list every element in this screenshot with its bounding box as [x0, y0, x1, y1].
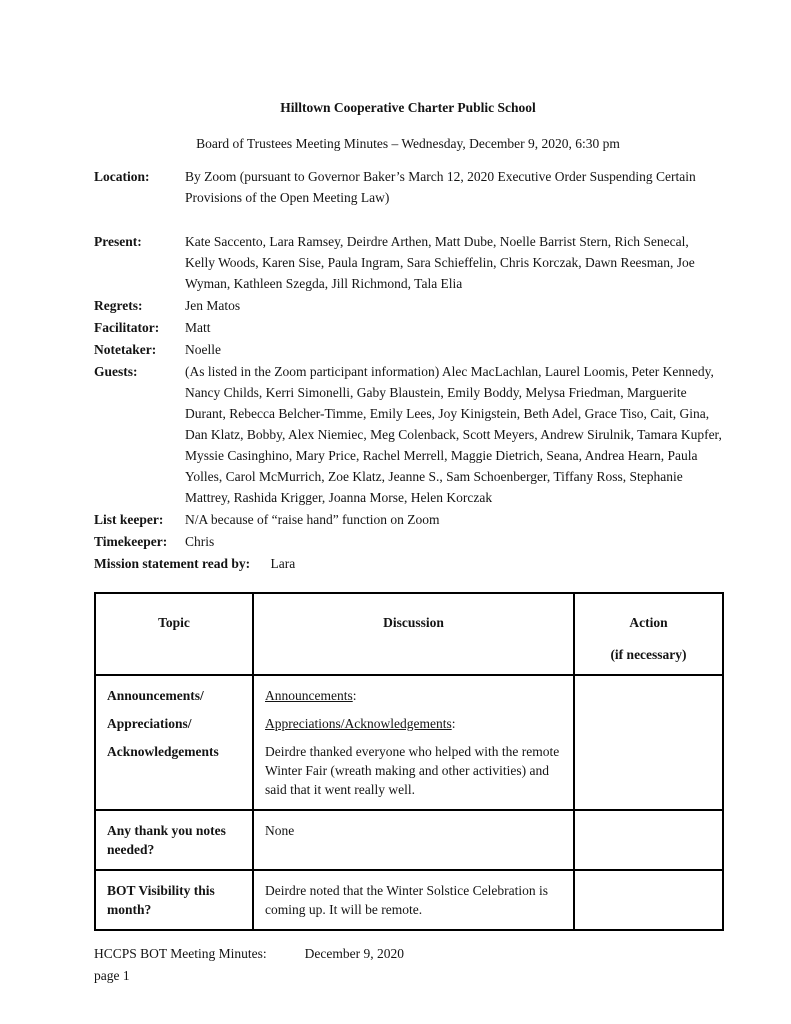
- topic-line: Announcements/: [107, 688, 204, 703]
- doc-title: Hilltown Cooperative Charter Public School: [280, 100, 536, 115]
- field-timekeeper: [94, 531, 722, 552]
- field-timekeeper-label: Timekeeper:: [94, 534, 168, 549]
- field-guests: [94, 361, 722, 508]
- topic-line: Appreciations/: [107, 716, 192, 731]
- meta-fields: [94, 166, 722, 575]
- table-row-announcements: [95, 675, 723, 810]
- topic-line: Any thank you notes needed?: [107, 823, 226, 857]
- action-cell: [574, 870, 723, 930]
- footer-line1: [94, 943, 722, 965]
- discussion-text: Deirdre thanked everyone who helped with the remote Winter Fair (wreath making and other activities) and said that it went really well.: [265, 744, 560, 797]
- field-facilitator: [94, 317, 722, 338]
- field-notetaker: [94, 339, 722, 360]
- col-header-discussion-label: Discussion: [383, 615, 444, 630]
- discussion-text: Deirdre noted that the Winter Solstice Celebration is coming up. It will be remote.: [265, 883, 549, 917]
- topic-cell: [95, 675, 253, 810]
- footer-title: HCCPS BOT Meeting Minutes:: [94, 946, 267, 961]
- discussion-text: None: [265, 823, 295, 838]
- field-timekeeper-value: Chris: [185, 534, 215, 549]
- field-mission-statement-value: Lara: [270, 556, 296, 571]
- minutes-table: [94, 592, 724, 931]
- field-location-label: Location:: [94, 169, 150, 184]
- field-notetaker-label: Notetaker:: [94, 342, 157, 357]
- field-regrets: [94, 295, 722, 316]
- topic-line: Acknowledgements: [107, 744, 219, 759]
- col-header-topic-label: Topic: [158, 615, 190, 630]
- field-facilitator-value: Matt: [185, 320, 211, 335]
- discussion-cell: [253, 810, 574, 870]
- table-row-thank-you-notes: [95, 810, 723, 870]
- field-guests-label: Guests:: [94, 364, 138, 379]
- field-present: [94, 231, 722, 294]
- field-present-value: Kate Saccento, Lara Ramsey, Deirdre Arthen, Matt Dube, Noelle Barrist Stern, Rich Senecal, Kelly Woods, Karen Sise, Paula Ingram, Sara Schieffelin, Chris Korczak, Dawn Reesman, Joe Wyman, Kathleen Szegda, Jill Richmond, Tala Elia: [185, 234, 695, 291]
- col-header-action-line1: Action: [629, 615, 668, 630]
- footer-date: December 9, 2020: [304, 946, 404, 961]
- field-facilitator-label: Facilitator:: [94, 320, 160, 335]
- topic-line: BOT Visibility this month?: [107, 883, 215, 917]
- field-guests-value: (As listed in the Zoom participant information) Alec MacLachlan, Laurel Loomis, Peter Kennedy, Nancy Childs, Kerri Simonelli, Gaby Blaustein, Emily Boddy, Melysa Friedman, Marguerite Durant, Rebecca Belcher-Timme, Emily Lees, Joy Kinigstein, Beth Adel, Grace Tiso, Cait, Gina, Dan Klatz, Bobby, Alex Niemiec, Meg Colenback, Scott Meyers, Andrew Sirulnik, Tamara Kupfer, Myssie Casinghino, Mary Price, Rachel Merrell, Maggie Dietrich, Seana, Andrea Hearn, Paula Yolles, Carol McMurrich, Zoe Klatz, Jeanne S., Sam Schoenberger, Tiffany Ross, Stephanie Mattrey, Rashida Krigger, Joanna Morse, Helen Korczak: [185, 364, 722, 505]
- doc-subtitle: Board of Trustees Meeting Minutes – Wednesday, December 9, 2020, 6:30 pm: [196, 136, 620, 151]
- field-mission-statement-label: Mission statement read by:: [94, 556, 251, 571]
- header-row: [95, 593, 723, 675]
- action-cell: [574, 675, 723, 810]
- col-header-action-line2: (if necessary): [610, 647, 687, 662]
- field-present-label: Present:: [94, 234, 142, 249]
- col-header-action: [574, 593, 723, 675]
- action-cell: [574, 810, 723, 870]
- field-location-value: By Zoom (pursuant to Governor Baker’s March 12, 2020 Executive Order Suspending Certain Provisions of the Open Meeting Law): [185, 169, 696, 205]
- field-location: [94, 166, 722, 208]
- discussion-heading: Announcements:: [265, 688, 357, 703]
- field-list-keeper: [94, 509, 722, 530]
- discussion-cell: [253, 870, 574, 930]
- col-header-discussion: [253, 593, 574, 675]
- field-regrets-label: Regrets:: [94, 298, 143, 313]
- table-row-bot-visibility: [95, 870, 723, 930]
- topic-cell: [95, 870, 253, 930]
- doc-footer: [94, 943, 722, 987]
- minutes-table-header: [95, 593, 723, 675]
- field-list-keeper-label: List keeper:: [94, 512, 164, 527]
- topic-cell: [95, 810, 253, 870]
- discussion-cell: [253, 675, 574, 810]
- col-header-topic: [95, 593, 253, 675]
- field-list-keeper-value: N/A because of “raise hand” function on Zoom: [185, 512, 440, 527]
- footer-page-number: page 1: [94, 968, 130, 983]
- field-notetaker-value: Noelle: [185, 342, 221, 357]
- field-regrets-value: Jen Matos: [185, 298, 241, 313]
- discussion-heading: Appreciations/Acknowledgements:: [265, 716, 456, 731]
- field-mission-statement: [94, 553, 722, 575]
